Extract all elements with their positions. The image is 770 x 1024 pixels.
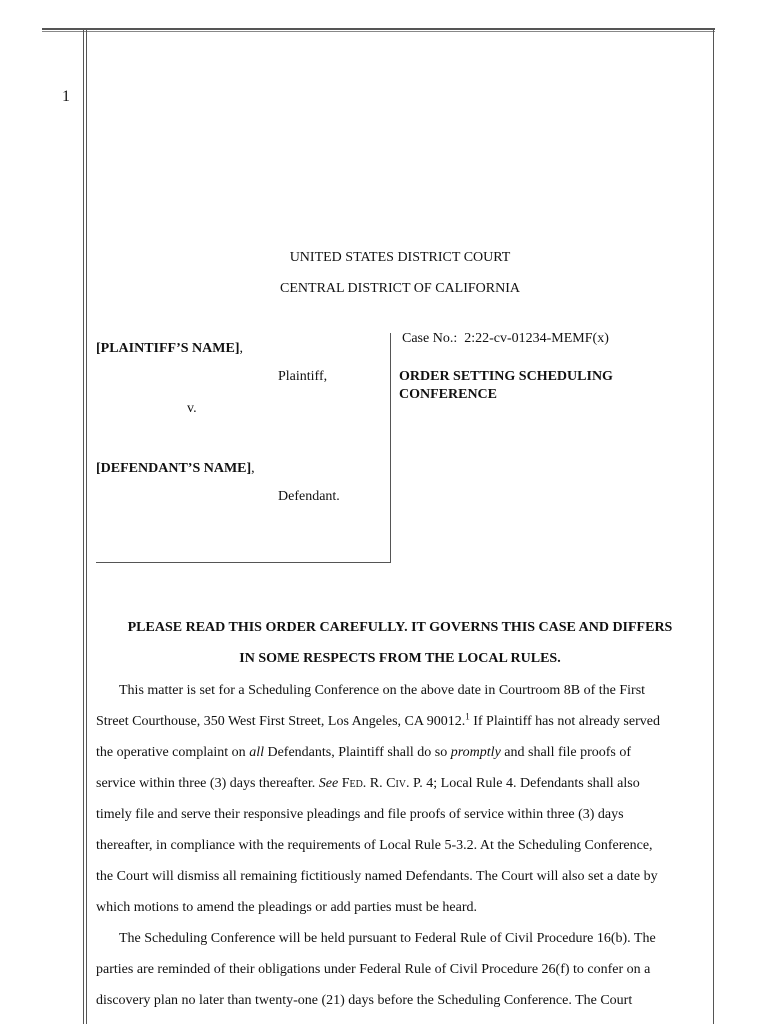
body-text-run: service within three (3) days thereafter. <box>96 776 319 791</box>
notice-heading: IN SOME RESPECTS FROM THE LOCAL RULES. <box>239 651 561 666</box>
order-body <box>96 675 710 1016</box>
order-title-line: ORDER SETTING SCHEDULING <box>399 369 613 384</box>
versus-label: v. <box>187 401 197 416</box>
body-line: thereafter, in compliance with the requirements of Local Rule 5-3.2. At the Scheduling Conference, <box>96 838 653 853</box>
footnote-marker[interactable]: 1 <box>465 711 470 722</box>
paragraph <box>96 675 710 923</box>
plaintiff-name <box>96 341 243 357</box>
body-line <box>96 706 710 737</box>
body-line: discovery plan no later than twenty-one (21) days before the Scheduling Conference. The Court <box>96 993 633 1008</box>
court-district: CENTRAL DISTRICT OF CALIFORNIA <box>280 281 520 296</box>
body-text-run: Street Courthouse, 350 West First Street, Los Angeles, CA 90012. <box>96 714 466 729</box>
left-margin-rule-inner <box>86 28 87 1024</box>
citation-signal-see: See <box>318 776 339 791</box>
body-line: which motions to amend the pleadings or add parties must be heard. <box>96 900 478 915</box>
caption-box <box>96 333 391 563</box>
order-title-line: CONFERENCE <box>399 387 498 402</box>
top-border-rule <box>42 28 715 30</box>
line-number: 1 <box>62 88 70 105</box>
plaintiff-name-text: [PLAINTIFF’S NAME] <box>96 341 240 356</box>
defendant-name <box>96 461 255 477</box>
defendant-name-text: [DEFENDANT’S NAME] <box>96 461 252 476</box>
defendant-name-suffix: , <box>251 461 255 476</box>
defendant-role: Defendant. <box>278 489 340 504</box>
case-number <box>402 331 609 347</box>
body-text-run: If Plaintiff has not already served <box>469 714 660 729</box>
plaintiff-role: Plaintiff, <box>278 369 328 384</box>
body-line: This matter is set for a Scheduling Conference on the above date in Courtroom 8B of the First <box>119 683 646 698</box>
body-line <box>96 768 710 799</box>
left-margin-rule-outer <box>83 28 84 1024</box>
emphasis-promptly: promptly <box>450 745 501 760</box>
body-text-run: and shall file proofs of <box>500 745 632 760</box>
case-number-label: Case No.: <box>402 331 458 346</box>
order-title <box>399 368 699 404</box>
paragraph <box>96 923 710 1016</box>
emphasis-all: all <box>249 745 264 760</box>
notice-heading: PLEASE READ THIS ORDER CAREFULLY. IT GOVERNS THIS CASE AND DIFFERS <box>127 620 673 635</box>
top-border-rule-inner <box>42 31 715 32</box>
body-text-run: Defendants, Plaintiff shall do so <box>263 745 451 760</box>
citation-fed-r-civ: Fed. R. Civ <box>338 776 407 791</box>
case-number-value: 2:22-cv-01234-MEMF(x) <box>464 331 609 346</box>
body-line: the Court will dismiss all remaining fictitiously named Defendants. The Court will also set a date by <box>96 869 658 884</box>
plaintiff-name-suffix: , <box>239 341 243 356</box>
body-line <box>96 737 710 768</box>
court-name: UNITED STATES DISTRICT COURT <box>289 250 511 265</box>
body-line: The Scheduling Conference will be held pursuant to Federal Rule of Civil Procedure 16(b). The <box>119 931 656 946</box>
body-line: timely file and serve their responsive pleadings and file proofs of service within three (3) days <box>96 807 624 822</box>
body-text-run: . P. 4; Local Rule 4. Defendants shall also <box>406 776 640 791</box>
right-margin-rule <box>713 28 714 1024</box>
body-text-run: the operative complaint on <box>96 745 250 760</box>
body-line: parties are reminded of their obligations under Federal Rule of Civil Procedure 26(f) to confer on a <box>96 962 651 977</box>
